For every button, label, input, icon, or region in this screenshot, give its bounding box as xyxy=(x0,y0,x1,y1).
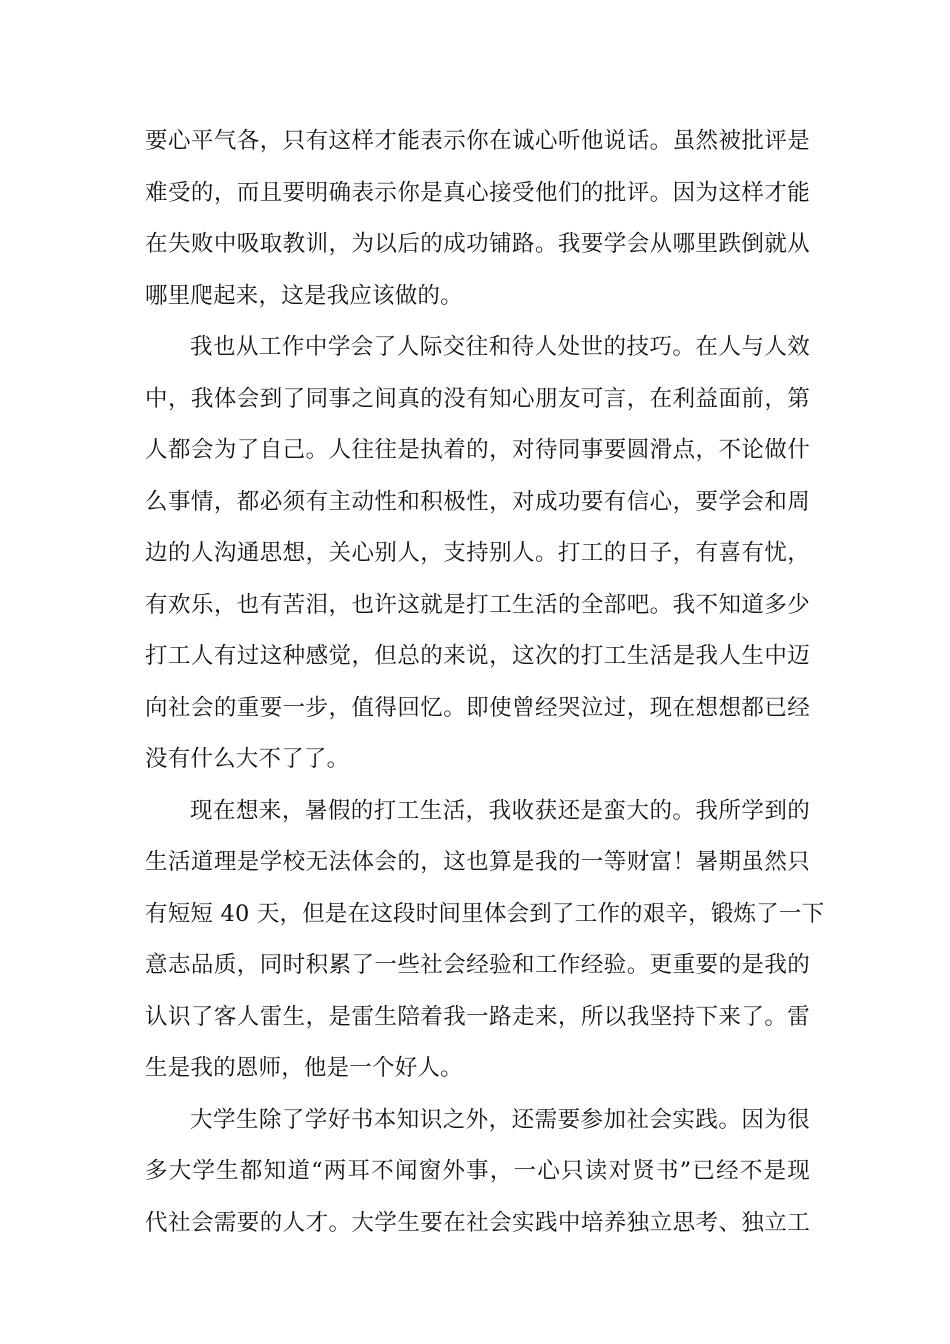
text-line: 要心平气各，只有这样才能表示你在诚心听他说话。虽然被批评是 xyxy=(145,128,810,154)
text-line: 有短短 40 天，但是在这段时间里体会到了工作的艰辛，锻炼了一下 xyxy=(145,900,825,927)
text-line: 向社会的重要一步，值得回忆。即使曾经哭泣过，现在想想都已经 xyxy=(145,694,810,721)
text-line: 生活道理是学校无法体会的，这也算是我的一等财富！暑期虽然只 xyxy=(145,849,810,875)
text-line: 代社会需要的人才。大学生要在社会实践中培养独立思考、独立工 xyxy=(145,1209,810,1236)
text-line: 么事情，都必须有主动性和积极性，对成功要有信心，要学会和周 xyxy=(145,488,810,515)
text-line: 现在想来，暑假的打工生活，我收获还是蛮大的。我所学到的 xyxy=(190,797,810,824)
paragraph-4 xyxy=(145,1095,810,1250)
text-line: 没有什么大不了了。 xyxy=(145,746,350,772)
paragraph-2 xyxy=(145,322,810,786)
text-line: 大学生除了学好书本知识之外，还需要参加社会实践。因为很 xyxy=(190,1106,810,1133)
paragraph-1 xyxy=(145,116,810,322)
paragraph-3 xyxy=(145,786,825,1095)
text-line: 难受的，而且要明确表示你是真心接受他们的批评。因为这样才能 xyxy=(145,179,810,206)
document-body xyxy=(145,116,825,1249)
text-line: 哪里爬起来，这是我应该做的。 xyxy=(145,282,463,309)
text-line: 人都会为了自己。人往往是执着的，对待同事要圆滑点，不论做什 xyxy=(145,437,810,463)
text-line: 有欢乐，也有苦泪，也许这就是打工生活的全部吧。我不知道多少 xyxy=(145,591,810,618)
text-line: 中，我体会到了同事之间真的没有知心朋友可言，在利益面前，第 xyxy=(145,385,810,412)
text-line: 我也从工作中学会了人际交往和待人处世的技巧。在人与人效 xyxy=(190,334,810,360)
text-line: 打工人有过这种感觉，但总的来说，这次的打工生活是我人生中迈 xyxy=(145,643,810,669)
text-line: 认识了客人雷生，是雷生陪着我一路走来，所以我坚持下来了。雷 xyxy=(145,1003,810,1030)
text-line: 多大学生都知道“两耳不闻窗外事，一心只读对贤书”已经不是现 xyxy=(145,1158,810,1184)
text-line: 意志品质，同时积累了一些社会经验和工作经验。更重要的是我的 xyxy=(145,952,810,978)
text-line: 生是我的恩师，他是一个好人。 xyxy=(145,1055,463,1081)
text-line: 在失败中吸取教训，为以后的成功铺路。我要学会从哪里跌倒就从 xyxy=(145,231,810,257)
text-line: 边的人沟通思想，关心别人，支持别人。打工的日子，有喜有忧， xyxy=(145,540,810,566)
